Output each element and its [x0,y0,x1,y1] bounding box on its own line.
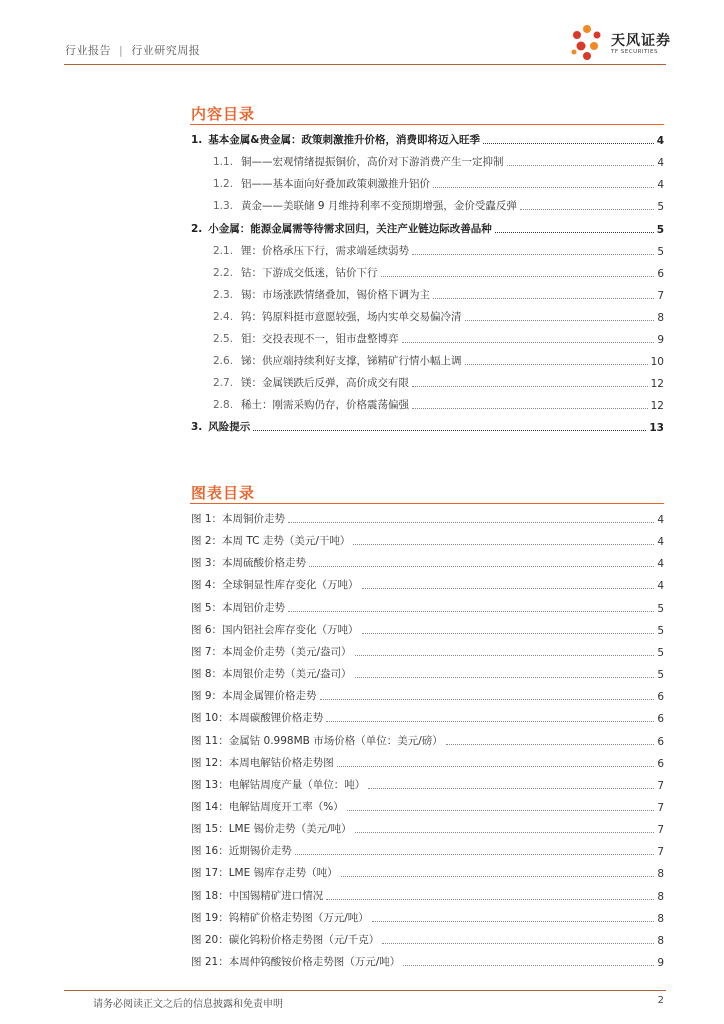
figure-entry-page: 4 [657,558,664,570]
dot-leader [507,165,655,166]
figure-entry-text: 图 17：LME 锡库存走势（吨） [191,867,338,879]
figure-entry[interactable] [191,554,664,570]
contents-entry-label [213,397,409,412]
contents-entry-label [191,221,492,236]
dot-leader [372,921,655,922]
figure-entry[interactable] [191,643,664,659]
dot-leader [295,854,655,855]
contents-entry-number: 2. [191,223,203,235]
contents-entry-text: 基本金属&贵金属：政策刺激推升价格，消费即将迈入旺季 [208,134,480,146]
contents-entry-page: 6 [657,268,664,280]
contents-entry-page: 12 [650,378,664,390]
contents-entry-page: 13 [649,422,664,434]
footer-divider [64,990,666,991]
figure-entry[interactable] [191,732,664,748]
contents-entry-label [213,375,409,390]
figure-entry-text: 图 15：LME 锡价走势（美元/吨） [191,823,352,835]
figure-entry-page: 7 [657,802,664,814]
contents-entry[interactable] [191,220,664,236]
dot-leader [465,364,648,365]
dot-leader [520,209,654,210]
footer-disclaimer: 请务必阅读正文之后的信息披露和免责申明 [93,999,283,1010]
contents-entry-number: 2.5. [213,333,234,345]
figure-entry-text: 图 21：本周仲钨酸铵价格走势图（万元/吨） [191,956,401,968]
figure-entry[interactable] [191,687,664,703]
figure-entry[interactable] [191,798,664,814]
contents-entry-text: 铝——基本面向好叠加政策刺激推升铝价 [241,178,431,190]
breadcrumb [65,42,200,58]
contents-entry-text: 小金属：能源金属需等待需求回归，关注产业链边际改善品种 [208,223,492,235]
figure-entry-text: 图 12：本周电解钴价格走势图 [191,757,334,769]
contents-entry-text: 锑：供应端持续利好支撑，锑精矿行情小幅上调 [241,355,462,367]
contents-entry-label [191,132,480,147]
figure-entry[interactable] [191,887,664,903]
dot-leader [412,386,648,387]
contents-entry[interactable] [191,131,664,147]
dot-leader [403,965,654,966]
header-divider [64,64,666,65]
contents-entry-page: 10 [650,356,664,368]
contents-entry-number: 2.8. [213,399,234,411]
contents-entry-text: 铜——宏观情绪提振铜价，高价对下游消费产生一定抑制 [241,156,504,168]
dot-leader [337,766,655,767]
figure-entry[interactable] [191,576,664,592]
contents-entry-text: 黄金——美联储 9 月维持利率不变预期增强，金价受蠹反弹 [241,200,517,212]
contents-entry-number: 2.1. [213,245,234,257]
contents-entry-text: 锡：市场涨跌情绪叠加，锡价格下调为主 [241,289,431,301]
dot-leader [355,832,655,833]
contents-entry-label [213,176,430,191]
figures-title-rule [190,503,664,504]
dot-leader [495,232,654,233]
dot-leader [326,721,654,722]
figure-entry-text: 图 10：本周碳酸锂价格走势 [191,712,324,724]
contents-entry-number: 2.4. [213,311,234,323]
breadcrumb-report-subtype: 行业研究周报 [131,44,201,57]
dot-leader [320,699,655,700]
breadcrumb-report-type: 行业报告 [65,44,111,57]
dot-leader [253,430,646,431]
dot-leader [382,943,654,944]
contents-title: 内容目录 [191,105,256,123]
dot-leader [288,522,654,523]
dot-leader [362,633,655,634]
contents-entry[interactable] [213,242,664,258]
figures-title: 图表目录 [191,484,256,502]
contents-entry-text: 风险提示 [208,421,251,433]
contents-entry-label [191,419,250,434]
logo-chinese-name: 天风证券 [611,33,671,49]
contents-entry[interactable] [213,352,664,368]
contents-entry-number: 1.1. [213,156,234,168]
contents-entry-page: 4 [657,157,664,169]
contents-entry-number: 2.3. [213,289,234,301]
figure-entry-text: 图 8：本周银价走势（美元/盎司） [191,668,352,680]
figure-entry-text: 图 19：钨精矿价格走势图（万元/吨） [191,912,369,924]
contents-entry-number: 1. [191,134,203,146]
figure-entry[interactable] [191,532,664,548]
figure-entry[interactable] [191,820,664,836]
dot-leader [309,566,654,567]
contents-entry-label [213,198,517,213]
contents-entry-number: 1.2. [213,178,234,190]
dot-leader [433,298,654,299]
logo-english-name: TF SECURITIES [611,49,658,55]
contents-entry[interactable] [213,308,664,324]
dot-leader [412,254,654,255]
figure-entry-text: 图 16：近期锡价走势 [191,845,292,857]
dot-leader [362,588,655,589]
contents-entry-label [213,309,462,324]
figure-entry-page: 7 [657,780,664,792]
contents-entry[interactable] [191,418,664,434]
figure-entry[interactable] [191,864,664,880]
page-number: 2 [657,995,664,1006]
contents-entry-label [213,287,430,302]
contents-entry-page: 4 [656,135,664,147]
dot-leader [402,342,655,343]
breadcrumb-separator: | [119,44,124,57]
figure-entry[interactable] [191,754,664,770]
figure-entry-page: 9 [657,957,664,969]
dot-leader [381,276,655,277]
contents-entry-page: 12 [650,400,664,412]
contents-entry-number: 2.2. [213,267,234,279]
figure-entry-page: 7 [657,846,664,858]
figure-entry-page: 4 [657,536,664,548]
contents-entry-page: 5 [657,201,664,213]
contents-entry-text: 钼：交投表现不一，钼市盘整博弈 [241,333,399,345]
contents-title-rule [190,124,664,125]
dot-leader [347,810,655,811]
contents-entry-label [213,353,462,368]
figure-entry-page: 4 [657,580,664,592]
contents-entry-label [213,331,399,346]
figure-entry-page: 5 [657,647,664,659]
figure-entry-text: 图 14：电解钴周度开工率（%） [191,801,344,813]
figure-entry[interactable] [191,953,664,969]
figure-entry-page: 6 [657,758,664,770]
figure-entry-page: 5 [657,625,664,637]
figure-entry-page: 8 [657,913,664,925]
figure-entry-text: 图 11：金属钴 0.998MB 市场价格（单位：美元/磅） [191,735,443,747]
figure-entry[interactable] [191,709,664,725]
contents-entry[interactable] [213,264,664,280]
contents-entry-text: 稀土：刚需采购仍存，价格震荡偏强 [241,399,410,411]
dot-leader [341,876,655,877]
contents-entry-text: 钨：钨原料挺市意愿较强，场内实单交易偏冷清 [241,311,462,323]
contents-entry-label [213,243,409,258]
dot-leader [412,408,648,409]
contents-entry[interactable] [213,330,664,346]
figure-entry-text: 图 4：全球铜显性库存变化（万吨） [191,579,359,591]
contents-entry-text: 钴：下游成交低迷，钴价下行 [241,267,378,279]
company-logo [569,24,679,62]
figure-entry-page: 7 [657,824,664,836]
dot-leader [483,143,654,144]
dot-leader [368,788,654,789]
figure-entry[interactable] [191,776,664,792]
contents-entry-number: 1.3. [213,200,234,212]
contents-entry-label [213,265,378,280]
figure-entry-page: 8 [657,891,664,903]
contents-entry[interactable] [213,153,664,169]
contents-entry-number: 2.6. [213,355,234,367]
contents-entry-page: 8 [657,312,664,324]
figure-entry[interactable] [191,842,664,858]
figure-entry-page: 8 [657,868,664,880]
dot-leader [355,655,655,656]
dot-leader [465,320,655,321]
contents-entry-text: 镁：金属镁跌后反弹，高价成交有限 [241,377,410,389]
dot-leader [433,187,654,188]
dot-leader [353,544,654,545]
contents-entry-text: 锂：价格承压下行，需求端延续弱势 [241,245,410,257]
figure-entry-page: 8 [657,935,664,947]
figure-entry[interactable] [191,909,664,925]
figure-entry-page: 6 [657,713,664,725]
figure-entry[interactable] [191,510,664,526]
dot-leader [355,677,655,678]
figure-entry-page: 4 [657,514,664,526]
dot-leader [326,899,654,900]
contents-entry[interactable] [213,286,664,302]
figure-entry-text: 图 18：中国锡精矿进口情况 [191,890,324,902]
figure-entry[interactable] [191,621,664,637]
contents-entry-label [213,154,504,169]
figure-entry[interactable] [191,599,664,615]
dot-leader [288,611,654,612]
figure-entry-text: 图 13：电解钴周度产量（单位：吨） [191,779,366,791]
contents-entry-page: 5 [656,224,664,236]
contents-entry-page: 4 [657,179,664,191]
contents-entry[interactable] [213,396,664,412]
figure-entry-page: 5 [657,603,664,615]
dot-leader [446,744,655,745]
figure-entry[interactable] [191,931,664,947]
figure-entry-page: 5 [657,669,664,681]
contents-entry-number: 3. [191,421,203,433]
contents-entry-page: 7 [657,290,664,302]
contents-entry[interactable] [213,197,664,213]
figure-entry-text: 图 3：本周硫酸价格走势 [191,557,307,569]
contents-entry-page: 5 [657,246,664,258]
contents-entry[interactable] [213,175,664,191]
figure-entry[interactable] [191,665,664,681]
figure-entry-text: 图 7：本周金价走势（美元/盎司） [191,646,352,658]
figure-entry-text: 图 2：本周 TC 走势（美元/干吨） [191,535,351,547]
figure-entry-text: 图 6：国内铝社会库存变化（万吨） [191,624,359,636]
contents-entry[interactable] [213,374,664,390]
tf-securities-logo-icon [569,24,607,62]
figure-entry-page: 6 [657,736,664,748]
figure-entry-text: 图 9：本周金属锂价格走势 [191,690,317,702]
figure-entry-page: 6 [657,691,664,703]
figure-entry-text: 图 20：碳化钨粉价格走势图（元/千克） [191,934,380,946]
contents-entry-number: 2.7. [213,377,234,389]
figure-entry-text: 图 5：本周铝价走势 [191,602,286,614]
figure-entry-text: 图 1：本周铜价走势 [191,513,286,525]
contents-entry-page: 9 [657,334,664,346]
